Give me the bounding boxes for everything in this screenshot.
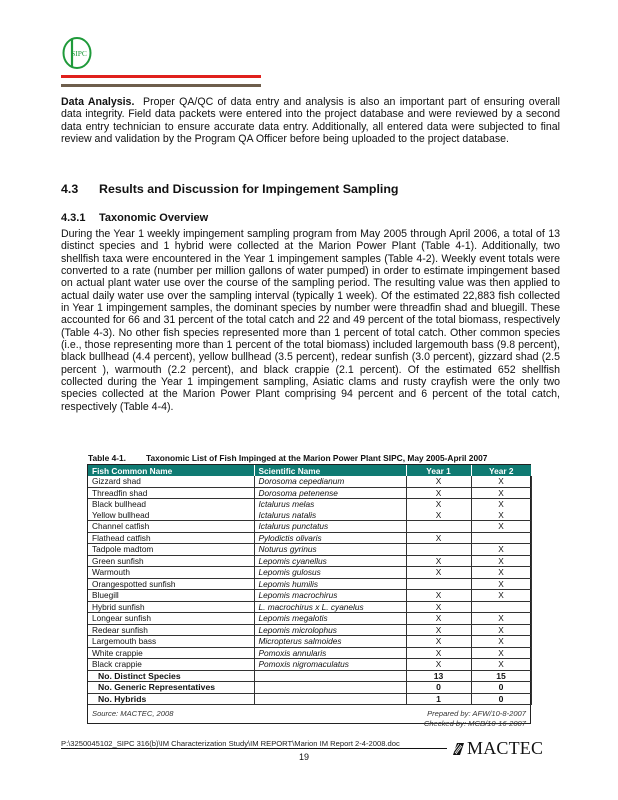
- col-header-scientific: Scientific Name: [254, 465, 406, 476]
- scientific-name: Dorosoma cepedianum: [254, 476, 406, 487]
- subsection-number: 4.3.1: [61, 212, 86, 224]
- summary-label: No. Generic Representatives: [88, 682, 254, 694]
- year1-mark: X: [406, 590, 471, 602]
- table-source: Source: MACTEC, 2008: [92, 709, 174, 718]
- year2-mark: X: [471, 613, 531, 625]
- subsection-title: Taxonomic Overview: [99, 212, 209, 224]
- scientific-name: Noturus gyrinus: [254, 544, 406, 556]
- scientific-name: Lepomis megalotis: [254, 613, 406, 625]
- header-rule-brown: [61, 84, 261, 87]
- summary-label: No. Hybrids: [88, 693, 254, 705]
- footer-rule: [61, 748, 447, 749]
- common-name: Black bullhead Yellow bullhead: [88, 499, 254, 521]
- year2-mark: X: [471, 567, 531, 579]
- summary-label: No. Distinct Species: [88, 670, 254, 682]
- data-analysis-text: Proper QA/QC of data entry and analysis is also an important part of ensuring overall data integrity. Field data packets were entered into the project database and were reviewed by a second data entry technician to ensure accurate data entry. Additionally, all entered data were subjected to final review and validation by the Program QA Officer before being uploaded to the project database.: [61, 96, 561, 146]
- summary-row: [88, 693, 531, 705]
- sipc-logo: [62, 36, 92, 70]
- summary-row: [88, 670, 531, 682]
- table-row: [88, 476, 531, 487]
- common-name: Channel catfish: [88, 521, 254, 533]
- common-name: Tadpole madtom: [88, 544, 254, 556]
- prepared-by: Prepared by: AFW/10-8-2007: [427, 709, 526, 718]
- year2-mark: [471, 601, 531, 613]
- table-row: [88, 624, 531, 636]
- table-header-row: [88, 465, 531, 476]
- common-name: Green sunfish: [88, 555, 254, 567]
- year1-mark: X: [406, 532, 471, 544]
- year2-mark: X: [471, 624, 531, 636]
- table-row: [88, 590, 531, 602]
- col-header-common: Fish Common Name: [88, 465, 254, 476]
- year2-mark: X: [471, 578, 531, 590]
- year1-mark: X: [406, 601, 471, 613]
- year2-mark: X: [471, 590, 531, 602]
- table-row: [88, 578, 531, 590]
- summary-year2: 0: [471, 693, 531, 705]
- common-name: Black crappie: [88, 659, 254, 671]
- section-heading: [61, 182, 399, 196]
- table-row: [88, 487, 531, 499]
- scientific-name: Ictalurus punctatus: [254, 521, 406, 533]
- year2-mark: X X: [471, 499, 531, 521]
- table-row: [88, 601, 531, 613]
- scientific-name: Lepomis cyanellus: [254, 555, 406, 567]
- summary-year2: 15: [471, 670, 531, 682]
- scientific-name: Lepomis gulosus: [254, 567, 406, 579]
- mactec-mark-icon: [451, 742, 465, 756]
- scientific-name: Pylodictis olivaris: [254, 532, 406, 544]
- year2-mark: X: [471, 544, 531, 556]
- footer-file-path: P:\3250045102_SIPC 316(b)\IM Characterization Study\IM REPORT\Marion IM Report 2-4-2008.doc: [61, 739, 400, 748]
- year1-mark: [406, 521, 471, 533]
- year2-mark: X: [471, 487, 531, 499]
- table-row: [88, 555, 531, 567]
- common-name: Bluegill: [88, 590, 254, 602]
- year1-mark: [406, 544, 471, 556]
- summary-year1: 13: [406, 670, 471, 682]
- summary-year1: 1: [406, 693, 471, 705]
- table-row: [88, 544, 531, 556]
- data-analysis-paragraph: [61, 96, 560, 145]
- table-row: [88, 636, 531, 648]
- year2-mark: X: [471, 647, 531, 659]
- scientific-name: Lepomis microlophus: [254, 624, 406, 636]
- common-name: Warmouth: [88, 567, 254, 579]
- year1-mark: X: [406, 647, 471, 659]
- scientific-name: Lepomis humilis: [254, 578, 406, 590]
- year2-mark: X: [471, 476, 531, 487]
- logo-text: SIPC: [71, 49, 87, 58]
- table-title: Taxonomic List of Fish Impinged at the Marion Power Plant SIPC, May 2005-April 2007: [146, 453, 488, 463]
- year1-mark: X: [406, 613, 471, 625]
- year1-mark: [406, 578, 471, 590]
- year2-mark: X: [471, 659, 531, 671]
- table-row: [88, 613, 531, 625]
- year1-mark: X: [406, 476, 471, 487]
- common-name: Threadfin shad: [88, 487, 254, 499]
- table-caption: [88, 453, 487, 463]
- year1-mark: X X: [406, 499, 471, 521]
- fish-taxonomy-table: [87, 464, 531, 728]
- header-rule-red: [61, 75, 261, 78]
- year1-mark: X: [406, 487, 471, 499]
- year2-mark: [471, 532, 531, 544]
- scientific-name: L. macrochirus x L. cyanelus: [254, 601, 406, 613]
- taxonomic-overview-paragraph: During the Year 1 weekly impingement sampling program from May 2005 through April 2006, a total of 13 distinct species and 1 hybrid were collected at the Marion Power Plant (Table 4-1). Additionally, two shellfish taxa were encountered in the Year 1 impingement samples (Table 4-2). Weekly event totals were converted to a rate (number per million gallons of water pumped) in order to estimate impingement based on actual plant water use over the course of the sampling period. The resulting value was then applied to actual daily water use over the sampling interval (typically 1 week). Of the estimated 22,883 fish collected in Year 1 impingement samples, the dominant species by number were threadfin shad and bluegill. These accounted for 66 and 31 percent of the total catch and 22 and 49 percent of the total biomass, respectively (Table 4-3). No other fish species represented more than 1 percent of total catch. Other common species (i.e., those representing more than 1 percent of the total biomass) included largemouth bass (9.8 percent), black bullhead (4.4 percent), yellow bullhead (3.5 percent), redear sunfish (3.0 percent), gizzard shad (2.5 percent ), warmouth (2.2 percent), and black crappie (2.1 percent). Of the estimated 652 shellfish collected during the Year 1 impingement sampling, Asiatic clams and rusty crayfish were the only two species collected at the Marion Power Plant comprising 94 percent and 6 percent of the total catch, respectively (Table 4-4).: [61, 228, 560, 413]
- summary-row: [88, 682, 531, 694]
- year2-mark: X: [471, 521, 531, 533]
- table-row: [88, 499, 531, 521]
- common-name: Longear sunfish: [88, 613, 254, 625]
- summary-year2: 0: [471, 682, 531, 694]
- page-number: 19: [299, 752, 310, 762]
- table-footnote: [88, 705, 530, 736]
- table-number: Table 4-1.: [88, 453, 127, 463]
- year1-mark: X: [406, 659, 471, 671]
- year1-mark: X: [406, 636, 471, 648]
- scientific-name: Pomoxis annularis: [254, 647, 406, 659]
- summary-year1: 0: [406, 682, 471, 694]
- section-number: 4.3: [61, 182, 79, 196]
- common-name: Largemouth bass: [88, 636, 254, 648]
- scientific-name: Pomoxis nigromaculatus: [254, 659, 406, 671]
- scientific-name: Ictalurus melas Ictalurus natalis: [254, 499, 406, 521]
- common-name: Gizzard shad: [88, 476, 254, 487]
- table-row: [88, 647, 531, 659]
- mactec-wordmark: MACTEC: [467, 738, 544, 758]
- common-name: Orangespotted sunfish: [88, 578, 254, 590]
- table-row: [88, 521, 531, 533]
- scientific-name: Lepomis macrochirus: [254, 590, 406, 602]
- table-row: [88, 567, 531, 579]
- col-header-year2: Year 2: [471, 465, 531, 476]
- year2-mark: X: [471, 636, 531, 648]
- table-credits: [424, 709, 526, 729]
- year1-mark: X: [406, 624, 471, 636]
- mactec-logo: [451, 738, 543, 759]
- data-analysis-lead: Data Analysis.: [61, 96, 135, 108]
- common-name: Redear sunfish: [88, 624, 254, 636]
- checked-by: Checked by: MCB/10-16-2007: [423, 719, 526, 728]
- year1-mark: X: [406, 567, 471, 579]
- subsection-heading: [61, 212, 208, 224]
- year2-mark: X: [471, 555, 531, 567]
- scientific-name: Micropterus salmoides: [254, 636, 406, 648]
- common-name: Flathead catfish: [88, 532, 254, 544]
- section-title: Results and Discussion for Impingement Sampling: [99, 182, 399, 196]
- year1-mark: X: [406, 555, 471, 567]
- table-row: [88, 532, 531, 544]
- scientific-name: Dorosoma petenense: [254, 487, 406, 499]
- common-name: White crappie: [88, 647, 254, 659]
- common-name: Hybrid sunfish: [88, 601, 254, 613]
- table-row: [88, 659, 531, 671]
- col-header-year1: Year 1: [406, 465, 471, 476]
